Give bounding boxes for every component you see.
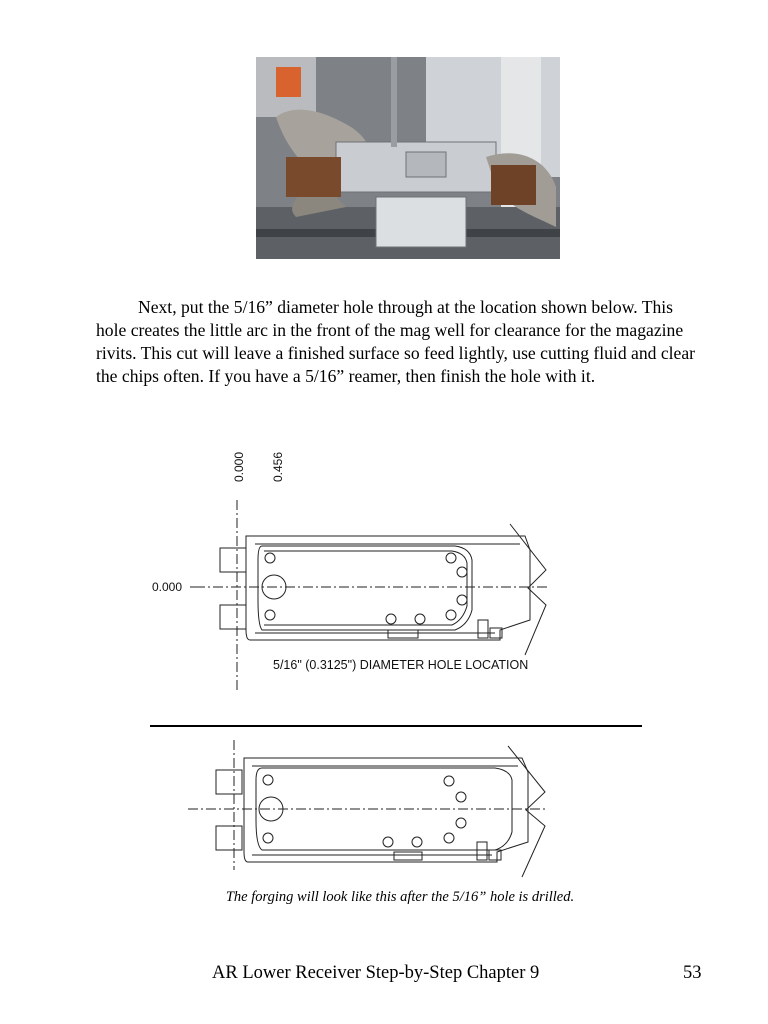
figure-caption: The forging will look like this after the 5/16” hole is drilled. [225,889,575,905]
x-dim-0456: 0.456 [271,451,285,482]
body-paragraph: Next, put the 5/16” diameter hole through at the location shown below. This hole creates the little arc in the front of the mag well for clearance for the magazine rivits. This cut will leave a finished surface so feed lightly, use cutting fluid and clear the chips often. If you have a 5/16” reamer, then finish the hole with it. [96,297,695,386]
hole-location-label: 5/16" (0.3125") DIAMETER HOLE LOCATION [273,658,529,672]
drawing-bottom [188,740,548,877]
page-number: 53 [683,963,702,983]
x-dim-0: 0.000 [232,451,246,482]
footer-title: AR Lower Receiver Step-by-Step Chapter 9 [212,963,540,983]
y-dim-0: 0.000 [152,580,183,594]
